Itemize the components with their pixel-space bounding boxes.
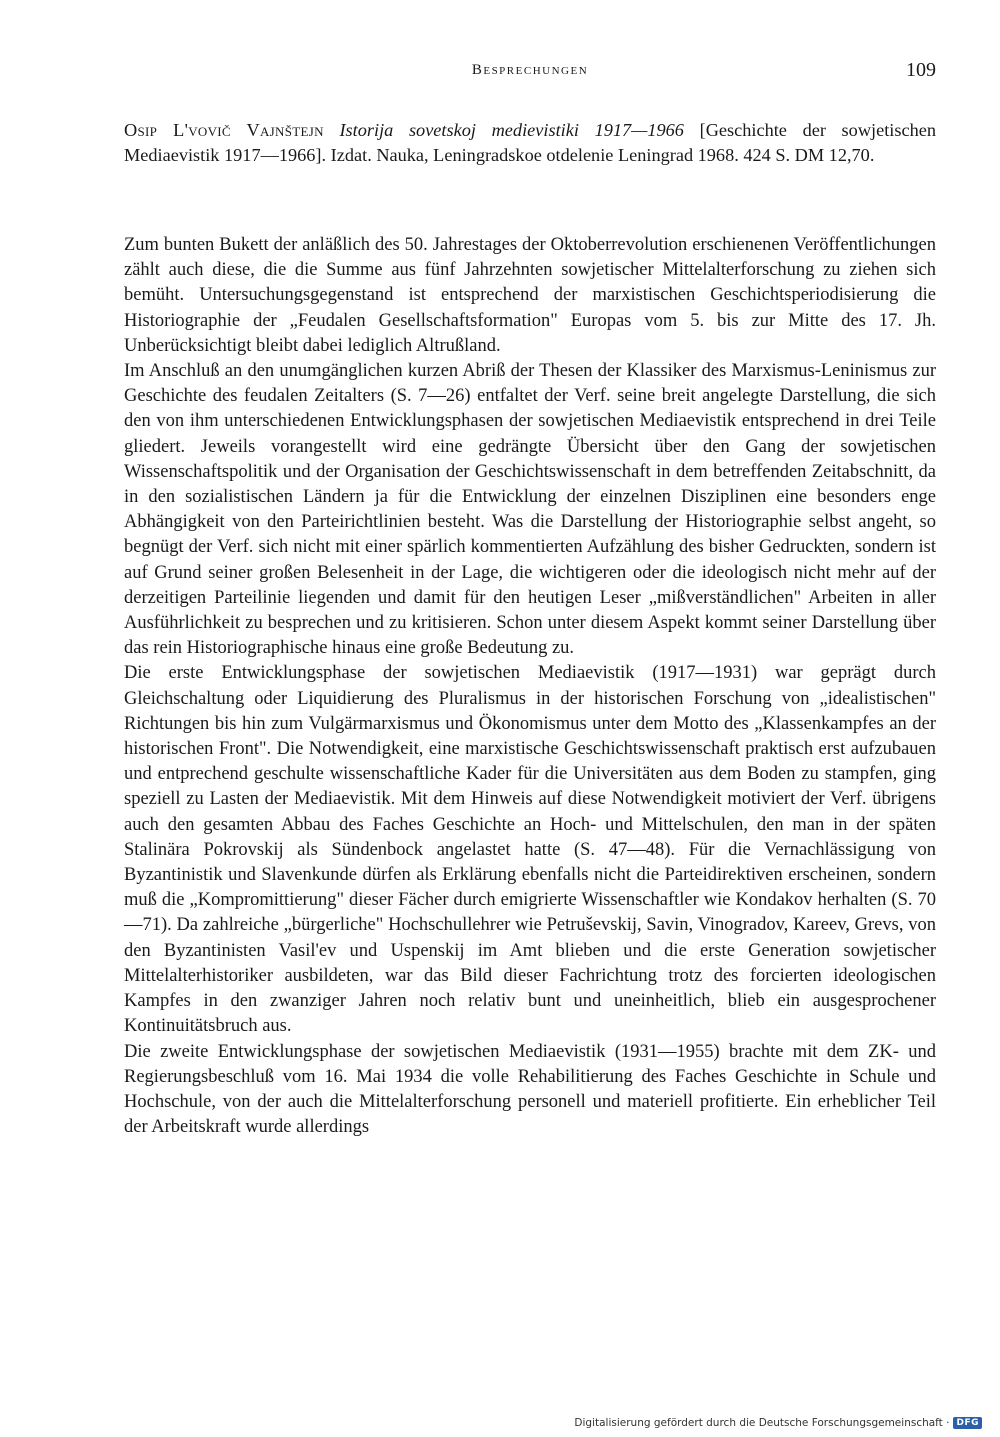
citation-title: Istorija sovetskoj medievistiki 1917—1966 xyxy=(339,120,684,140)
paragraph-3: Die erste Entwicklungsphase der sowjetischen Mediaevistik (1917—1931) war geprägt durch Gleichschaltung oder Liquidierung des Pluralismus in der historischen Forschung von „idealistischen" Richtungen bis hin zum Vulgärmarxismus und Ökonomismus unter dem Motto des „Klassenkampfes an der historischen Front". Die Notwendigkeit, eine marxistische Geschichtswissenschaft praktisch erst aufzubauen und entprechend geschulte wissenschaftliche Kader für die Universitäten aus dem Boden zu stampfen, ging speziell zu Lasten der Mediaevistik. Mit dem Hinweis auf diese Notwendigkeit motiviert der Verf. übrigens auch den gesamten Abbau des Faches Geschichte an Hoch- und Mittelschulen, den man in der späten Stalinära Pokrovskij als Sündenbock angelastet hatte (S. 47—48). Für die Vernachlässigung von Byzantinistik und Slavenkunde dürfen als Erklärung ebenfalls nicht die Parteidirektiven erscheinen, sondern muß die „Kompromittierung" dieser Fächer durch emigrierte Wissenschaftler wie Kondakov herhalten (S. 70—71). Da zahlreiche „bürgerliche" Hochschullehrer wie Petruševskij, Savin, Vinogradov, Kareev, Grevs, von den Byzantinisten Vasil'ev und Uspenskij im Amt blieben und die erste Generation sowjetischer Mittelalterhistoriker ausbildeten, war das Bild dieser Fachrichtung trotz des forcierten ideologischen Kampfes in den zwanziger Jahren noch relativ bunt und uneinheitlich, blieb ein ausgesprochener Kontinuitätsbruch aus. xyxy=(124,663,936,1037)
paragraph-4: Die zweite Entwicklungsphase der sowjetischen Mediaevistik (1931—1955) brachte mit dem ZK- und Regierungsbeschluß vom 16. Mai 1934 die volle Rehabilitierung des Faches Geschichte in Schule und Hochschule, von der auch die Mittelalterforschung personell und materiell profitierte. Ein erheblicher Teil der Arbeitskraft wurde allerdings xyxy=(124,1041,936,1138)
running-header xyxy=(124,59,936,88)
digitization-footer xyxy=(574,1417,982,1429)
dfg-logo: DFG xyxy=(953,1417,982,1429)
review-body xyxy=(124,233,936,1140)
citation-details: [Geschichte der sowjetischen Mediaevistik 1917—1966]. Izdat. Nauka, Leningradskoe otdelenie Leningrad 1968. 424 S. DM 12,70. xyxy=(124,120,936,165)
footer-text: Digitalisierung gefördert durch die Deutsche Forschungsgemeinschaft · xyxy=(574,1417,950,1429)
page-number: 109 xyxy=(906,59,936,81)
paragraph-2: Im Anschluß an den unumgänglichen kurzen Abriß der Thesen der Klassiker des Marxismus-Leninismus zur Geschichte des feudalen Zeitalters (S. 7—26) entfaltet der Verf. seine breit angelegte Darstellung, die sich den von ihm unterschiedenen Entwicklungsphasen der sowjetischen Mediaevistik entsprechend in drei Teile gliedert. Jeweils vorangestellt wird eine gedrängte Übersicht über den Gang der sowjetischen Wissenschaftspolitik und der Organisation der Geschichtswissenschaft in dem betreffenden Zeitabschnitt, da in den sozialistischen Ländern ja für die Entwicklung der einzelnen Disziplinen eine besonders enge Abhängigkeit von den Parteirichtlinien besteht. Was die Darstellung der Historiographie selbst angeht, so begnügt der Verf. sich nicht mit einer spärlich kommentierten Aufzählung des bisher Gedruckten, sondern ist auf Grund seiner großen Belesenheit in der Lage, die wichtigeren oder die ideologisch nicht mehr auf der derzeitigen Parteilinie liegenden und damit für den heutigen Leser „mißverständlichen" Arbeiten in aller Ausführlichkeit zu besprechen und zu kritisieren. Schon unter diesem Aspekt kommt seiner Darstellung über das rein Historiographische hinaus eine große Bedeutung zu. xyxy=(124,361,936,659)
citation-author: Osip L'vovič Vajnštejn xyxy=(124,120,324,140)
book-citation xyxy=(124,118,936,168)
paragraph-1: Zum bunten Bukett der anläßlich des 50. Jahrestages der Oktoberrevolution erschienenen Veröffentlichungen zählt auch diese, die die Summe aus fünf Jahrzehnten sowjetischer Mittelalterforschung zu ziehen sich bemüht. Untersuchungsgegenstand ist entsprechend der marxistischen Geschichtsperiodisierung die Historiographie der „Feudalen Gesellschaftsformation" Europas vom 5. bis zur Mitte des 17. Jh. Unberücksichtigt bleibt dabei lediglich Altrußland. xyxy=(124,235,936,356)
running-title: Besprechungen xyxy=(471,62,589,78)
